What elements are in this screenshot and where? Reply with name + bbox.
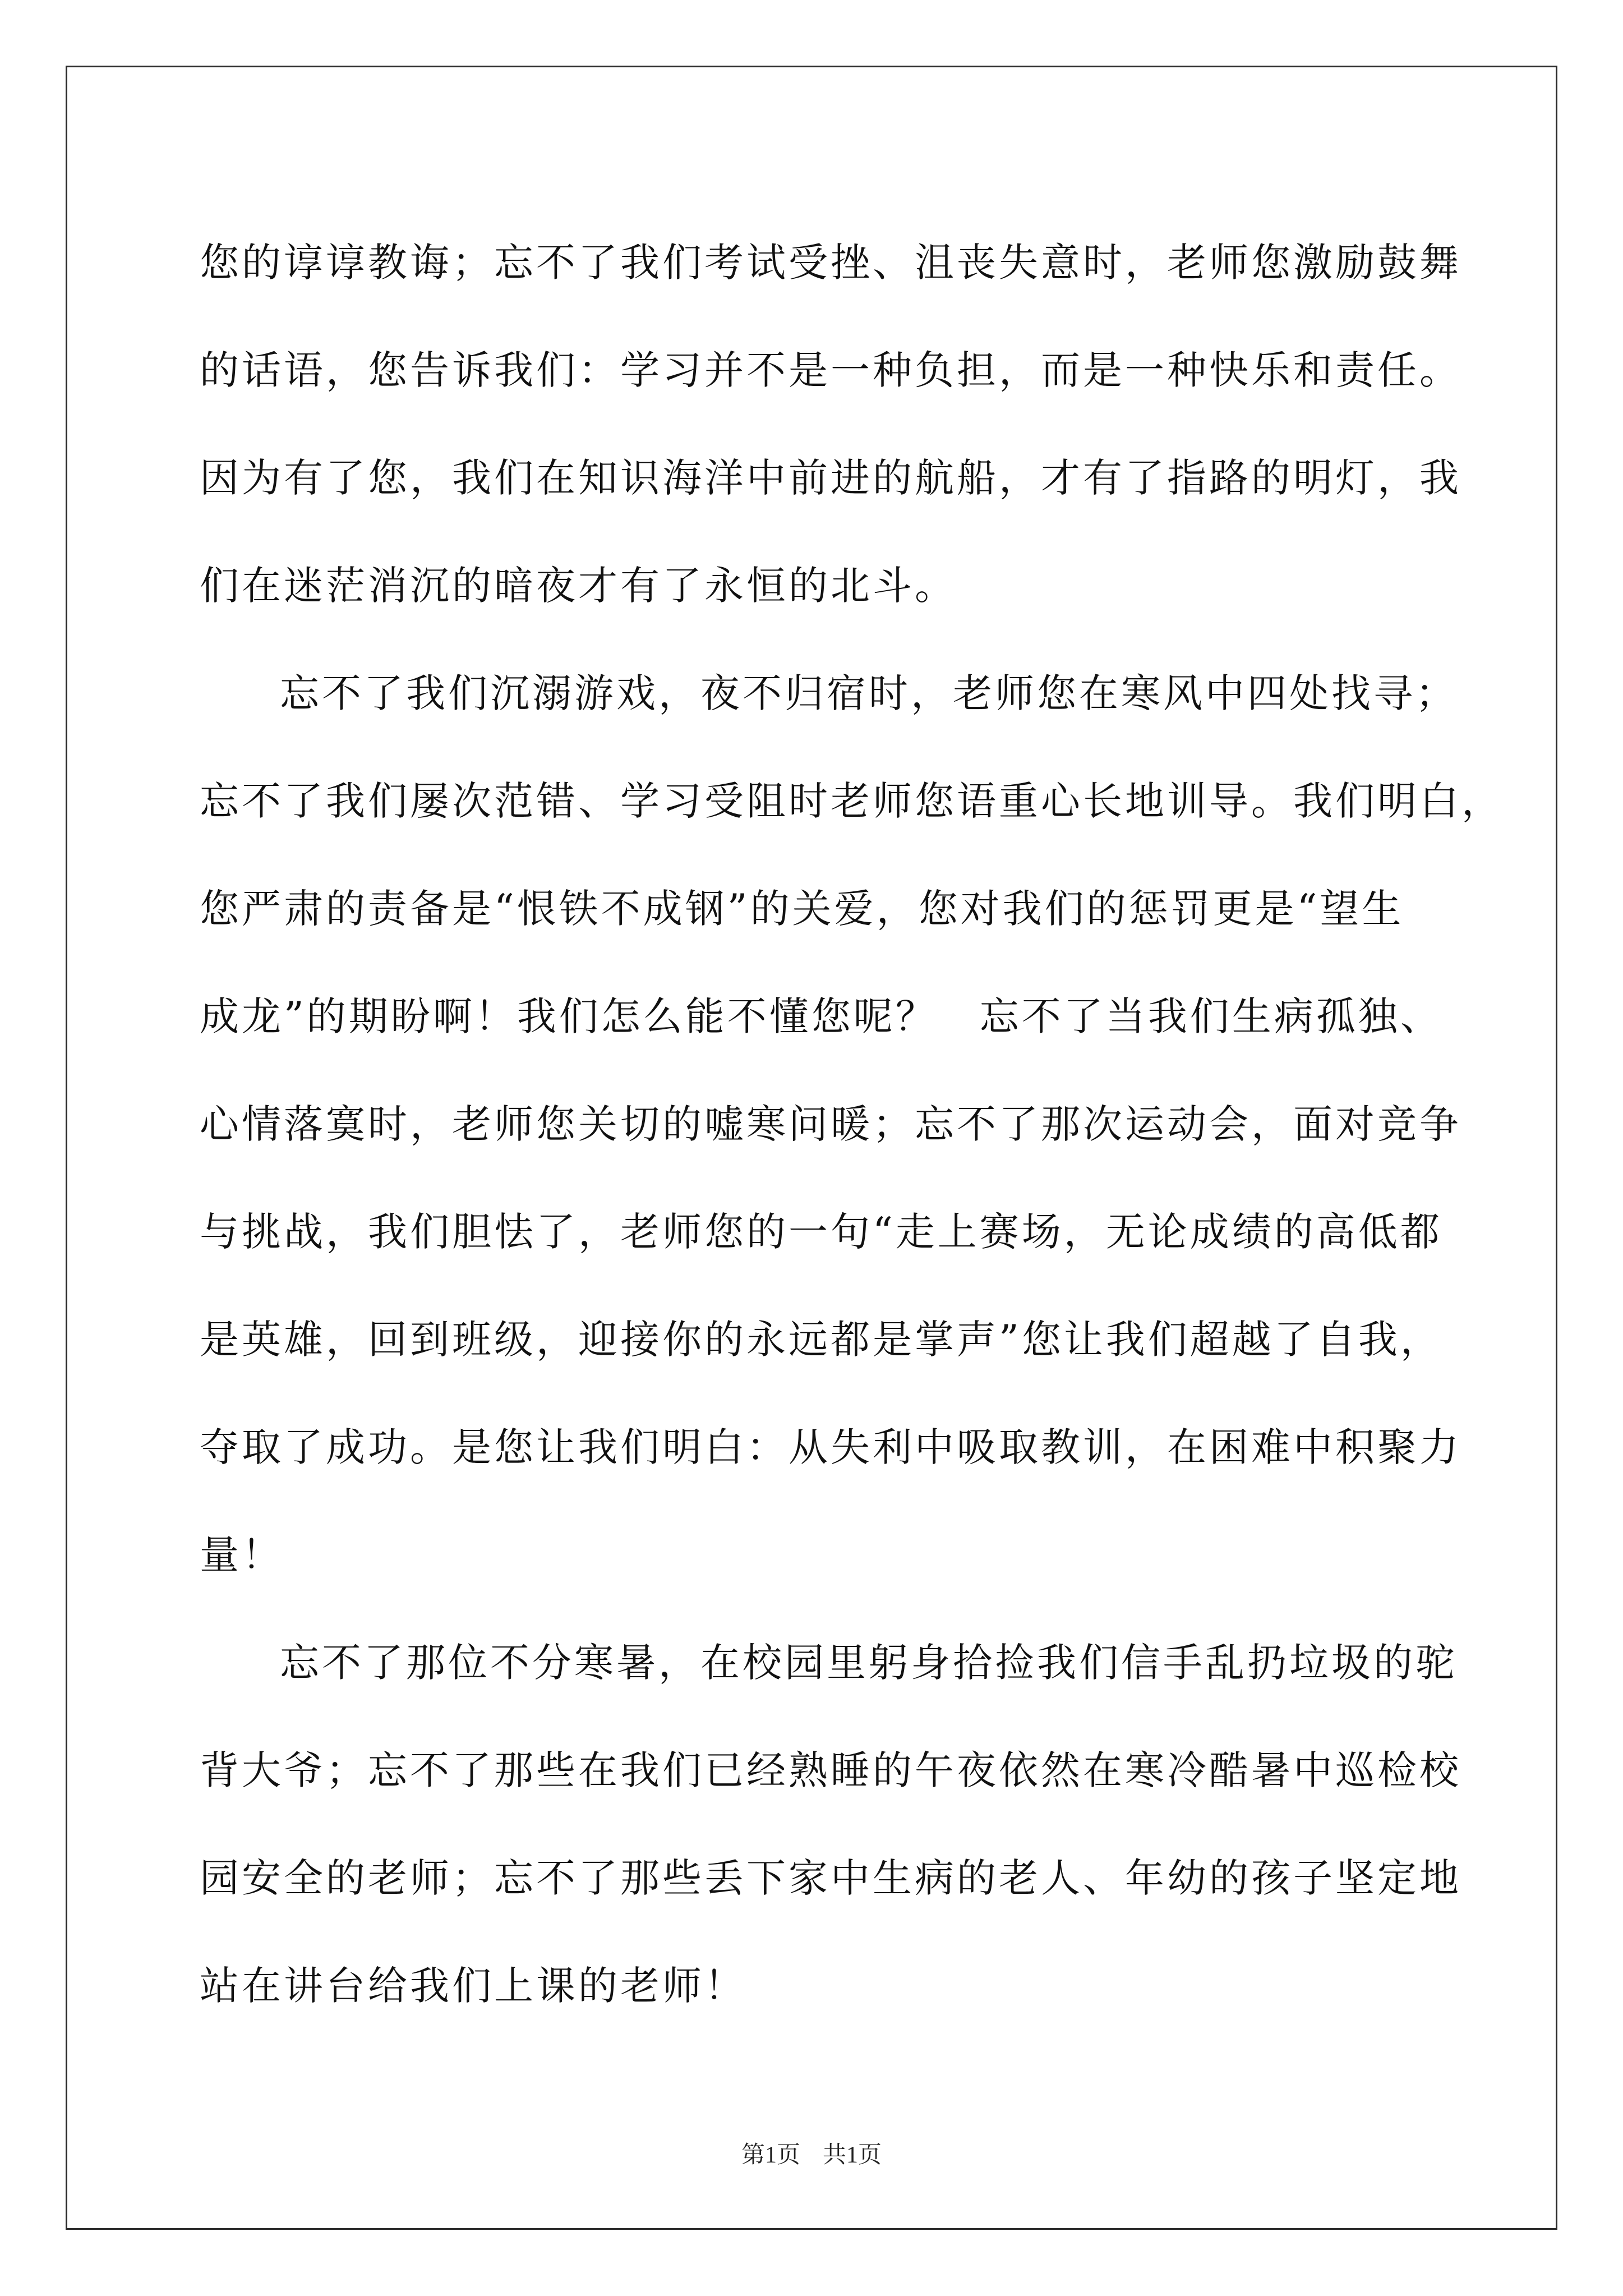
text-line: 量！ [200, 1532, 284, 1578]
text-line: 是英雄，回到班级，迎接你的永远都是掌声”您让我们超越了自我， [200, 1317, 1442, 1363]
text-line: 夺取了成功。是您让我们明白：从失利中吸取教训，在困难中积聚力 [200, 1424, 1461, 1470]
text-line: 站在讲台给我们上课的老师！ [200, 1963, 746, 2009]
paragraph-first-line: 忘不了那位不分寒暑，在校园里躬身拾捡我们信手乱扔垃圾的驼 [280, 1640, 1458, 1686]
page-footer [0, 2136, 1623, 2170]
document-body [200, 209, 1504, 2040]
text-line: 成龙”的期盼啊！我们怎么能不懂您呢？ 忘不了当我们生病孤独、 [200, 993, 1442, 1039]
text-line: 您的谆谆教诲；忘不了我们考试受挫、沮丧失意时，老师您激励鼓舞 [200, 240, 1461, 286]
text-line: 的话语，您告诉我们：学习并不是一种负担，而是一种快乐和责任。 [200, 347, 1461, 393]
page-count: 共1页 [823, 2142, 882, 2168]
text-line: 与挑战，我们胆怯了，老师您的一句“走上赛场，无论成绩的高低都 [200, 1209, 1442, 1255]
paragraph-first-line: 忘不了我们沉溺游戏，夜不归宿时，老师您在寒风中四处找寻； [280, 670, 1458, 716]
text-line: 们在迷茫消沉的暗夜才有了永恒的北斗。 [200, 563, 957, 609]
text-line: 您严肃的责备是“恨铁不成钢”的关爱，您对我们的惩罚更是“望生 [200, 886, 1404, 932]
text-line: 忘不了我们屡次范错、学习受阻时老师您语重心长地训导。我们明白， [200, 778, 1504, 824]
text-line: 因为有了您，我们在知识海洋中前进的航船，才有了指路的明灯，我 [200, 455, 1461, 501]
page-number: 第1页 [741, 2142, 800, 2168]
text-line: 背大爷；忘不了那些在我们已经熟睡的午夜依然在寒冷酷暑中巡检校 [200, 1747, 1461, 1793]
text-line: 园安全的老师；忘不了那些丢下家中生病的老人、年幼的孩子坚定地 [200, 1855, 1461, 1901]
text-line: 心情落寞时，老师您关切的嘘寒问暖；忘不了那次运动会，面对竞争 [200, 1101, 1461, 1147]
